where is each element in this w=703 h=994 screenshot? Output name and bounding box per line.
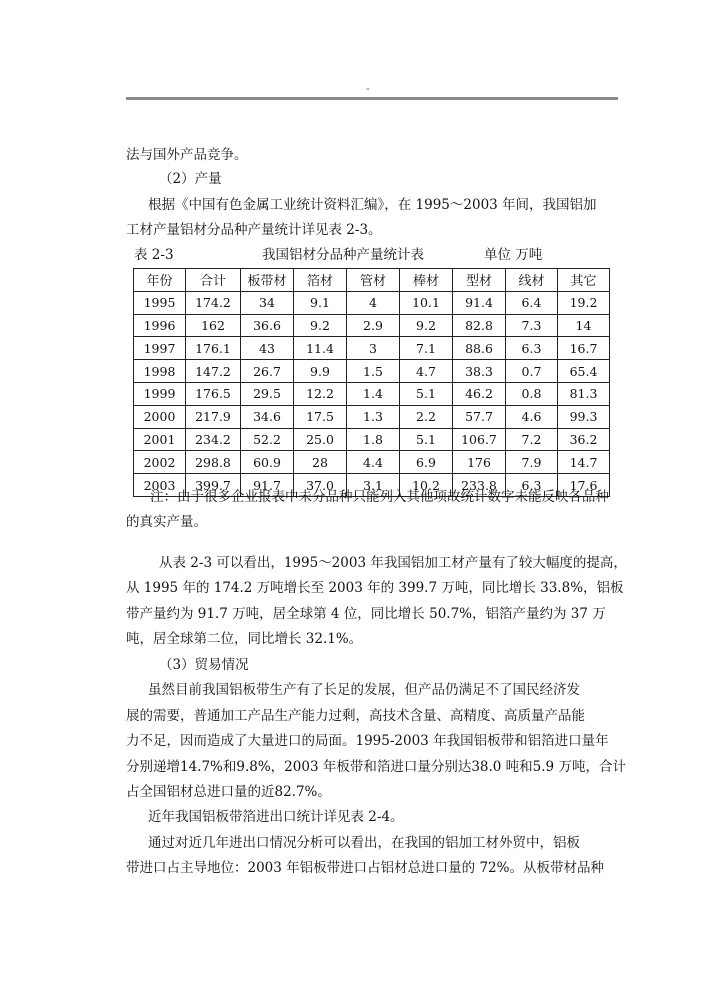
table-cell: 0.7 xyxy=(506,360,558,383)
table-cell: 14.7 xyxy=(558,451,610,474)
header-rule xyxy=(126,97,618,100)
column-header: 合计 xyxy=(186,269,241,292)
paragraph-line: 吨，居全球第二位，同比增长 32.1%。 xyxy=(126,631,363,647)
table-row xyxy=(134,428,610,451)
column-header: 年份 xyxy=(134,269,186,292)
table-cell: 17.5 xyxy=(294,405,347,428)
table-row xyxy=(134,405,610,428)
column-header: 管材 xyxy=(347,269,400,292)
table-cell: 36.6 xyxy=(241,314,294,337)
table-cell: 91.4 xyxy=(453,291,506,314)
table-header-row xyxy=(134,269,610,292)
table-cell: 7.2 xyxy=(506,428,558,451)
table-cell: 57.7 xyxy=(453,405,506,428)
table-cell: 10.2 xyxy=(400,474,453,497)
paragraph-line: 从 1995 年的 174.2 万吨增长至 2003 年的 399.7 万吨，同比增长 33.8%，铝板 xyxy=(126,580,624,596)
paragraph-line: 通过对近几年进出口情况分析可以看出，在我国的铝加工材外贸中，铝板 xyxy=(148,835,580,851)
table-note-continued: 的真实产量。 xyxy=(126,514,207,530)
table-cell: 37.0 xyxy=(294,474,347,497)
table-cell-year: 2001 xyxy=(134,428,186,451)
paragraph-line: 从表 2-3 可以看出，1995～2003 年我国铝加工材产量有了较大幅度的提高， xyxy=(159,555,627,571)
table-cell: 9.2 xyxy=(400,314,453,337)
table-cell: 99.3 xyxy=(558,405,610,428)
table-cell: 217.9 xyxy=(186,405,241,428)
table-cell: 60.9 xyxy=(241,451,294,474)
table-cell: 34 xyxy=(241,291,294,314)
table-cell: 1.8 xyxy=(347,428,400,451)
table-cell: 9.1 xyxy=(294,291,347,314)
paragraph-line: 虽然目前我国铝板带生产有了长足的发展，但产品仍满足不了国民经济发 xyxy=(148,682,580,698)
column-header: 型材 xyxy=(453,269,506,292)
table-cell: 1.3 xyxy=(347,405,400,428)
table-cell: 6.4 xyxy=(506,291,558,314)
table-row xyxy=(134,451,610,474)
paragraph-line: 近年我国铝板带箔进出口统计详见表 2-4。 xyxy=(148,809,404,825)
table-cell: 10.1 xyxy=(400,291,453,314)
table-cell: 88.6 xyxy=(453,337,506,360)
table-cell: 91.7 xyxy=(241,474,294,497)
table-cell: 233.8 xyxy=(453,474,506,497)
table-cell: 4.4 xyxy=(347,451,400,474)
section-heading-production: （2）产量 xyxy=(159,171,222,187)
table-cell: 162 xyxy=(186,314,241,337)
table-cell: 5.1 xyxy=(400,382,453,405)
table-cell: 19.2 xyxy=(558,291,610,314)
table-cell: 6.3 xyxy=(506,337,558,360)
paragraph-line: 占全国铝材总进口量的近82.7%。 xyxy=(126,784,331,800)
table-cell: 399.7 xyxy=(186,474,241,497)
header-mark: - xyxy=(366,82,370,95)
column-header: 板带材 xyxy=(241,269,294,292)
table-row xyxy=(134,291,610,314)
table-cell: 43 xyxy=(241,337,294,360)
table-title: 我国铝材分品种产量统计表 xyxy=(262,247,424,263)
table-cell: 4 xyxy=(347,291,400,314)
table-cell: 5.1 xyxy=(400,428,453,451)
table-cell: 29.5 xyxy=(241,382,294,405)
paragraph-line: 分别递增14.7%和9.8%，2003 年板带和箔进口量分别达38.0 吨和5.9 万吨，合计 xyxy=(126,759,626,775)
table-cell-year: 1995 xyxy=(134,291,186,314)
table-number: 表 2-3 xyxy=(134,247,174,263)
table-cell: 0.8 xyxy=(506,382,558,405)
paragraph-line: 力不足，因而造成了大量进口的局面。1995-2003 年我国铝板带和铝箔进口量年 xyxy=(126,733,609,749)
table-cell: 106.7 xyxy=(453,428,506,451)
table-cell: 34.6 xyxy=(241,405,294,428)
table-cell: 174.2 xyxy=(186,291,241,314)
table-cell: 82.8 xyxy=(453,314,506,337)
paragraph-line: 工材产量铝材分品种产量统计详见表 2-3。 xyxy=(126,222,382,238)
table-cell: 46.2 xyxy=(453,382,506,405)
table-cell: 6.9 xyxy=(400,451,453,474)
table-cell: 11.4 xyxy=(294,337,347,360)
table-note: 注：由于很多企业报表中未分品种只能列入其他项故统计数字未能反映各品种 xyxy=(150,489,609,505)
table-cell-year: 1996 xyxy=(134,314,186,337)
table-cell: 25.0 xyxy=(294,428,347,451)
paragraph-line: 法与国外产品竞争。 xyxy=(126,147,248,163)
table-cell: 234.2 xyxy=(186,428,241,451)
table-cell: 36.2 xyxy=(558,428,610,451)
table-cell: 9.9 xyxy=(294,360,347,383)
table-cell: 4.6 xyxy=(506,405,558,428)
table-row xyxy=(134,382,610,405)
table-cell: 7.9 xyxy=(506,451,558,474)
table-cell: 9.2 xyxy=(294,314,347,337)
table-cell: 2.9 xyxy=(347,314,400,337)
table-cell-year: 2002 xyxy=(134,451,186,474)
table-cell: 52.2 xyxy=(241,428,294,451)
table-cell: 176.1 xyxy=(186,337,241,360)
table-unit: 单位 万吨 xyxy=(484,247,543,263)
column-header: 箔材 xyxy=(294,269,347,292)
table-cell-year: 1997 xyxy=(134,337,186,360)
table-cell: 7.1 xyxy=(400,337,453,360)
table-row xyxy=(134,337,610,360)
table-cell: 2.2 xyxy=(400,405,453,428)
table-cell: 16.7 xyxy=(558,337,610,360)
table-cell: 17.6 xyxy=(558,474,610,497)
table-cell: 7.3 xyxy=(506,314,558,337)
table-cell: 1.4 xyxy=(347,382,400,405)
table-cell: 28 xyxy=(294,451,347,474)
paragraph-line: 带进口占主导地位：2003 年铝板带进口占铝材总进口量的 72%。从板带材品种 xyxy=(126,860,604,876)
table-row xyxy=(134,314,610,337)
column-header: 棒材 xyxy=(400,269,453,292)
column-header: 线材 xyxy=(506,269,558,292)
table-cell-year: 2000 xyxy=(134,405,186,428)
table-cell: 6.3 xyxy=(506,474,558,497)
table-cell: 147.2 xyxy=(186,360,241,383)
section-heading-trade: （3）贸易情况 xyxy=(159,657,249,673)
production-table xyxy=(133,268,610,497)
column-header: 其它 xyxy=(558,269,610,292)
table-cell: 176 xyxy=(453,451,506,474)
table-cell: 4.7 xyxy=(400,360,453,383)
table-cell: 3.1 xyxy=(347,474,400,497)
table-cell: 3 xyxy=(347,337,400,360)
table-cell: 12.2 xyxy=(294,382,347,405)
table-cell: 1.5 xyxy=(347,360,400,383)
paragraph-line: 展的需要，普通加工产品生产能力过剩，高技术含量、高精度、高质量产品能 xyxy=(126,708,585,724)
table-cell-year: 1999 xyxy=(134,382,186,405)
paragraph-line: 根据《中国有色金属工业统计资料汇编》，在 1995～2003 年间，我国铝加 xyxy=(148,197,597,213)
table-cell: 176.5 xyxy=(186,382,241,405)
table-cell: 81.3 xyxy=(558,382,610,405)
table-cell: 26.7 xyxy=(241,360,294,383)
paragraph-line: 带产量约为 91.7 万吨，居全球第 4 位，同比增长 50.7%，铝箔产量约为 37 万 xyxy=(126,606,606,622)
table-cell: 298.8 xyxy=(186,451,241,474)
table-cell: 14 xyxy=(558,314,610,337)
table-cell-year: 1998 xyxy=(134,360,186,383)
table-cell: 65.4 xyxy=(558,360,610,383)
table-cell: 38.3 xyxy=(453,360,506,383)
table-row xyxy=(134,360,610,383)
table-cell-year: 2003 xyxy=(134,474,186,497)
